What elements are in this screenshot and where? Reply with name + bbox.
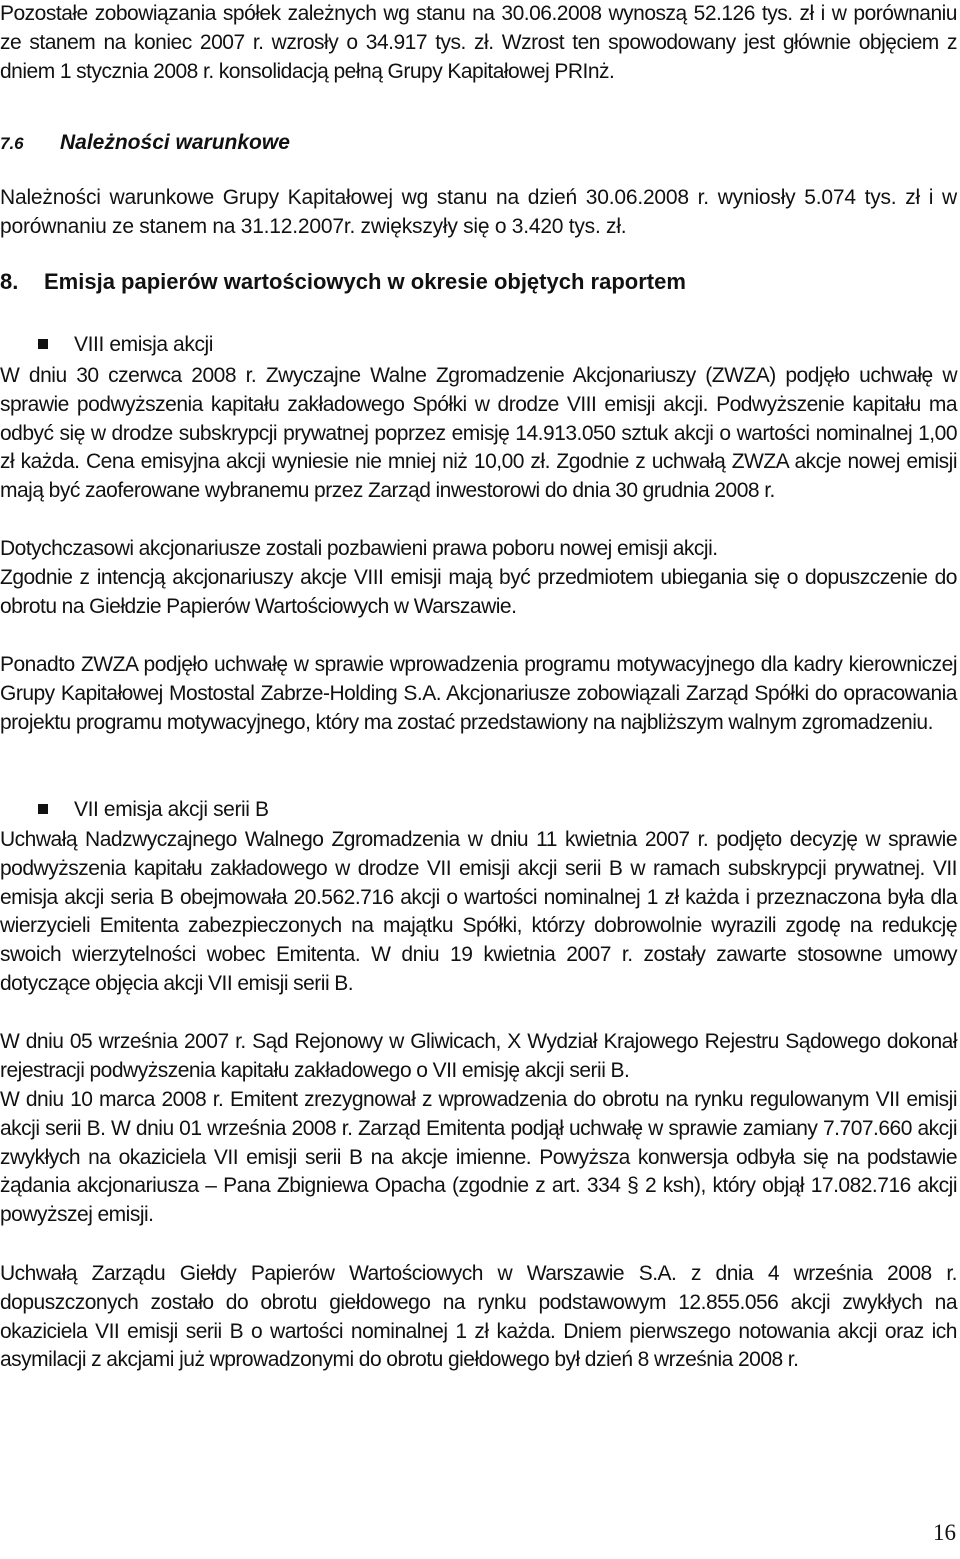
paragraph-contingent-receivables: Należności warunkowe Grupy Kapitałowej wg stanu na dzień 30.06.2008 r. wyniosły 5.074 tys. zł i w porównaniu ze stanem na 31.12.2007r. zwiększyły się o 3.420 tys. zł. bbox=[0, 186, 957, 238]
section-title: Należności warunkowe bbox=[60, 131, 290, 154]
paragraph-exchange-admission: Uchwałą Zarządu Giełdy Papierów Wartościowych w Warszawie S.A. z dnia 4 września 2008 r. dopuszczonych zostało do obrotu giełdowego na rynku podstawowym 12.855.056 akcji zwykłych na okaziciela VII emisji serii B o wartości nominalnej 1 zł każda. Dniem pierwszego notowania akcji oraz ich asymilacji z akcjami już wprowadzonymi do obrotu giełdowego był dzień 8 września 2008 r. bbox=[0, 1262, 957, 1372]
bullet-label: VIII emisja akcji bbox=[74, 333, 214, 356]
bullet-label: VII emisja akcji serii B bbox=[74, 798, 269, 821]
section-number: 7.6 bbox=[0, 134, 24, 153]
bullet-vii-issue bbox=[38, 796, 269, 824]
square-bullet-icon bbox=[38, 339, 48, 349]
paragraph-intro: Pozostałe zobowiązania spółek zależnych wg stanu na 30.06.2008 wynoszą 52.126 tys. zł i w porównaniu ze stanem na koniec 2007 r. wzrosły o 34.917 tys. zł. Wzrost ten spowodowany jest głównie objęciem z dniem 1 stycznia 2008 r. konsolidacją pełną Grupy Kapitałowej PRInż. bbox=[0, 2, 957, 83]
section-title: Emisja papierów wartościowych w okresie objętych raportem bbox=[44, 269, 686, 294]
paragraph-preemptive-rights: Dotychczasowi akcjonariusze zostali pozbawieni prawa poboru nowej emisji akcji. bbox=[0, 537, 718, 560]
section-number: 8. bbox=[0, 269, 19, 294]
section-heading-7-6 bbox=[0, 129, 900, 158]
paragraph-share-conversion: W dniu 10 marca 2008 r. Emitent zrezygnował z wprowadzenia do obrotu na rynku regulowanym VII emisji akcji serii B. W dniu 01 września 2008 r. Zarząd Emitenta podjął uchwałę w sprawie zamiany 7.707.660 akcji zwykłych na okaziciela VII emisji serii B na akcje imienne. Powyższa konwersja odbyła się na podstawie żądania akcjonariusza – Pana Zbigniewa Opacha (zgodnie z art. 334 § 2 ksh), który objął 17.082.716 akcji powyższej emisji. bbox=[0, 1088, 957, 1227]
paragraph-viii-issue: W dniu 30 czerwca 2008 r. Zwyczajne Walne Zgromadzenie Akcjonariuszy (ZWZA) podjęło uchwałę w sprawie podwyższenia kapitału zakładowego Spółki w drodze VIII emisji akcji. Podwyższenie kapitału ma odbyć się w drodze subskrypcji prywatnej poprzez emisję 14.913.050 sztuk akcji o wartości nominalnej 1,00 zł każda. Cena emisyjna akcji wyniesie nie mniej niż 10,00 zł. Zgodnie z uchwałą ZWZA akcje nowej emisji mają być zaoferowane wybranemu przez Zarząd inwestorowi do dnia 30 grudnia 2008 r. bbox=[0, 364, 957, 503]
paragraph-vii-issue: Uchwałą Nadzwyczajnego Walnego Zgromadzenia w dniu 11 kwietnia 2007 r. podjęto decyzję w sprawie podwyższenia kapitału zakładowego w drodze VII emisji akcji serii B w ramach subskrypcji prywatnej. VII emisja akcji seria B obejmowała 20.562.716 akcji o wartości nominalnej 1 zł każda i przeznaczona była dla wierzycieli Emitenta zabezpieczonych na majątku Spółki, którzy dobrowolnie wyrazili zgodę na redukcję swoich wierzytelności wobec Emitenta. W dniu 19 kwietnia 2007 r. zostały zawarte stosowne umowy dotyczące objęcia akcji VII emisji serii B. bbox=[0, 828, 957, 995]
section-heading-8 bbox=[0, 267, 940, 297]
square-bullet-icon bbox=[38, 804, 48, 814]
paragraph-listing-intention: Zgodnie z intencją akcjonariuszy akcje VIII emisji mają być przedmiotem ubiegania się o dopuszczenie do obrotu na Giełdzie Papierów Wartościowych w Warszawie. bbox=[0, 566, 957, 618]
paragraph-court-registration: W dniu 05 września 2007 r. Sąd Rejonowy w Gliwicach, X Wydział Krajowego Rejestru Sądowego dokonał rejestracji podwyższenia kapitału zakładowego o VII emisję akcji serii B. bbox=[0, 1030, 957, 1082]
page-number: 16 bbox=[933, 1520, 956, 1545]
paragraph-incentive-program: Ponadto ZWZA podjęło uchwałę w sprawie wprowadzenia programu motywacyjnego dla kadry kierowniczej Grupy Kapitałowej Mostostal Zabrze-Holding S.A. Akcjonariusze zobowiązali Zarząd Spółki do opracowania projektu programu motywacyjnego, który ma zostać przedstawiony na najbliższym walnym zgromadzeniu. bbox=[0, 653, 957, 734]
bullet-viii-issue bbox=[38, 331, 213, 359]
